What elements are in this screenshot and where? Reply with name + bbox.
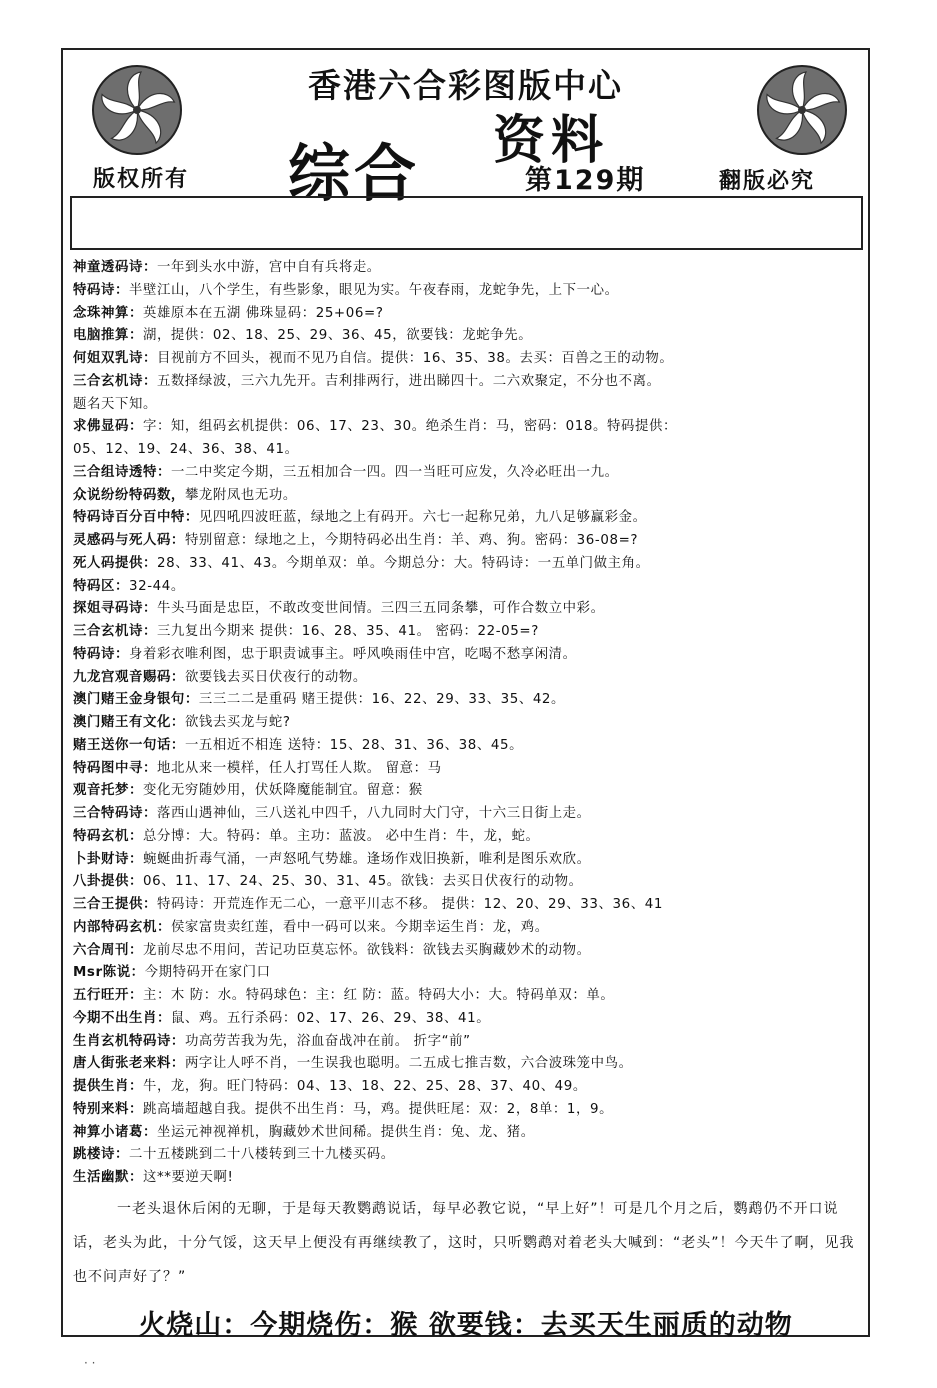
content-line <box>73 712 863 735</box>
content-line <box>73 1008 863 1031</box>
line-text: 欲要钱去买日伏夜行的动物。 <box>184 669 367 685</box>
line-text: 题名天下知。 <box>73 396 157 412</box>
content-line <box>73 667 863 690</box>
line-label: 三合组诗透特： <box>73 464 171 480</box>
line-label: 电脑推算： <box>73 328 143 344</box>
main-title-comprehensive: 综合 <box>288 137 421 210</box>
line-label: 念珠神算： <box>73 305 143 321</box>
line-label: 六合周刊： <box>73 942 143 958</box>
line-text: 落西山遇神仙，三八送礼中四千，八九同时大门守，十六三日街上走。 <box>156 806 591 821</box>
line-text: 蜿蜒曲折毒气涌，一声怒吼气势雄。逢场作戏旧换新，唯利是图乐欢欣。 <box>142 851 591 867</box>
line-label: 死人码提供： <box>73 555 157 571</box>
line-text: 牛头马面是忠臣，不敢改变世间情。三四三五同条攀，可作合数立中彩。 <box>156 601 605 617</box>
main-title-data: 资料 <box>493 110 610 171</box>
line-text: 06、11、17、24、25、30、31、45。欲钱：去买日伏夜行的动物。 <box>142 874 583 890</box>
line-text: 牛，龙，狗。旺门特码：04、13、18、22、25、28、37、40、49。 <box>142 1079 587 1094</box>
content-line <box>73 621 863 644</box>
content-line <box>73 849 863 872</box>
line-label: 三合王提供： <box>73 897 157 912</box>
line-label: 提供生肖： <box>73 1079 143 1094</box>
line-label: Msr陈说： <box>73 965 145 981</box>
content-line <box>73 1122 863 1145</box>
content-line <box>73 894 863 917</box>
line-label: 特码诗： <box>73 646 129 662</box>
content-line <box>73 780 863 803</box>
line-label: 三合玄机诗： <box>73 373 157 389</box>
line-text: 攀龙附凤也无功。 <box>184 487 297 503</box>
line-text: 半壁江山，八个学生，有些影象，眼见为实。午夜春雨，龙蛇争先，上下一心。 <box>128 282 619 298</box>
line-label: 内部特码玄机： <box>73 919 171 935</box>
line-label: 灵感码与死人码： <box>73 533 185 548</box>
content-line <box>73 576 863 599</box>
line-text: 鼠、鸡。五行杀码：02、17、26、29、38、41。 <box>170 1010 491 1026</box>
line-label: 澳门赌王金身银句： <box>73 692 199 708</box>
line-text: 总分博：大。特码：单。主功：蓝波。 必中生肖：牛，龙，蛇。 <box>142 828 540 844</box>
corner-marks: · · <box>84 1356 96 1370</box>
content-line <box>73 530 863 553</box>
line-label: 神童透码诗： <box>73 260 157 275</box>
header-title: 香港六合彩图版中心 <box>308 66 623 105</box>
line-text: 三三二二是重码 赌王提供：16、22、29、33、35、42。 <box>198 692 566 708</box>
line-text: 05、12、19、24、36、38、41。 <box>73 442 299 457</box>
content-line <box>73 1167 863 1190</box>
line-text: 目视前方不回头，视而不见乃自信。提供：16、35、38。去买：百兽之王的动物。 <box>156 351 674 366</box>
line-label: 观音托梦： <box>73 783 143 799</box>
content-line <box>73 439 863 462</box>
line-label: 特码玄机： <box>73 828 143 844</box>
line-label: 神算小诸葛： <box>73 1124 157 1140</box>
footer-banner: 火烧山：今期烧伤：猴 欲要钱：去买天生丽质的动物 <box>138 1310 793 1341</box>
line-label: 何姐双乳诗： <box>73 351 157 366</box>
content-line <box>73 257 863 280</box>
content-line <box>73 644 863 667</box>
page-frame <box>61 48 870 1341</box>
content-line <box>73 917 863 940</box>
content-line <box>73 1144 863 1167</box>
line-label: 特码区： <box>73 578 129 594</box>
line-label: 卜卦财诗： <box>73 851 143 867</box>
content-line <box>73 553 863 576</box>
content-line <box>73 394 863 417</box>
content-line <box>73 280 863 303</box>
line-label: 五行旺开： <box>73 988 143 1003</box>
line-label: 特码诗百分百中特： <box>73 510 199 526</box>
line-text: 功高劳苦我为先，浴血奋战冲在前。 折字“前” <box>184 1033 471 1049</box>
content-line <box>73 689 863 712</box>
story-text: 一老头退休后闲的无聊，于是每天教鹦鹉说话，每早必教它说，“早上好”！可是几个月之后，鹦鹉仍不开口说话，老头为此，十分气馁，这天早上便没有再继续教了，这时，只听鹦鹉对着老头大喊到：“老头”！今天牛了啊，见我也不问声好了？” <box>73 1201 855 1285</box>
line-text: 跳高墙超越自我。提供不出生肖：马，鸡。提供旺尾：双：2，8单：1，9。 <box>142 1101 614 1117</box>
line-label: 求佛显码： <box>73 419 143 435</box>
content-line <box>73 348 863 371</box>
line-text: 变化无穷随妙用，伏妖降魔能制宜。留意：猴 <box>142 783 423 799</box>
line-text: 一五相近不相连 送特：15、28、31、36、38、45。 <box>184 737 524 753</box>
issue-number: 第129期 <box>525 165 646 196</box>
content-line <box>73 1099 863 1122</box>
line-text: 28、33、41、43。今期单双：单。今期总分：大。特码诗：一五单门做主角。 <box>156 555 650 571</box>
line-label: 唐人街张老来料： <box>73 1056 185 1072</box>
content-line <box>73 485 863 508</box>
line-text: 英雄原本在五湖 佛珠显码：25+06=? <box>142 305 384 321</box>
line-text: 字：知，组码玄机提供：06、17、23、30。绝杀生肖：马，密码：018。特码提供： <box>142 419 677 435</box>
line-label: 特码诗： <box>73 282 129 298</box>
content-line <box>73 1076 863 1099</box>
line-label: 三合特码诗： <box>73 806 157 821</box>
line-text: 坐运元神视禅机，胸藏妙术世间稀。提供生肖：兔、龙、猪。 <box>156 1124 535 1140</box>
line-text: 湖，提供：02、18、25、29、36、45，欲要钱：龙蛇争先。 <box>142 328 533 344</box>
content-line <box>73 507 863 530</box>
line-text: 欲钱去买龙与蛇? <box>184 715 291 730</box>
content-line <box>73 962 863 985</box>
content-line <box>73 598 863 621</box>
line-text: 特码诗：开荒连作无二心，一意平川志不移。 提供：12、20、29、33、36、41 <box>156 897 663 912</box>
line-label: 探姐寻码诗： <box>73 601 157 617</box>
content-line <box>73 803 863 826</box>
content-line <box>73 735 863 758</box>
content-line <box>73 940 863 963</box>
content-line <box>73 1053 863 1076</box>
line-text: 身着彩衣唯利图，忠于职责诚事主。呼风唤雨佳中宫，吃喝不愁享闲清。 <box>128 646 577 662</box>
line-label: 八卦提供： <box>73 874 143 890</box>
content-line <box>73 871 863 894</box>
line-text: 三九复出今期来 提供：16、28、35、41。 密码：22-05=? <box>156 624 539 639</box>
line-text: 侯家富贵卖红莲，看中一码可以来。今期幸运生肖：龙，鸡。 <box>170 919 549 935</box>
line-text: 主：木 防：水。特码球色：主：红 防：蓝。特码大小：大。特码单双：单。 <box>142 988 615 1003</box>
content-line <box>73 758 863 781</box>
blank-banner-box <box>70 196 863 250</box>
content-line <box>73 826 863 849</box>
content-line <box>73 371 863 394</box>
line-label: 众说纷纷特码数， <box>73 487 185 503</box>
line-label: 特别来料： <box>73 1101 143 1117</box>
line-label: 特码图中寻： <box>73 760 157 776</box>
line-label: 跳楼诗： <box>73 1147 129 1163</box>
humor-story <box>73 1192 858 1294</box>
line-text: 这**要逆天啊! <box>142 1170 234 1185</box>
line-label: 今期不出生肖： <box>73 1010 171 1026</box>
line-text: 32-44。 <box>128 578 185 594</box>
copyright-left: 版权所有 <box>93 167 190 192</box>
line-text: 五数择绿波，三六九先开。吉利排两行，进出睇四十。二六欢聚定，不分也不离。 <box>156 373 661 389</box>
content-lines <box>73 257 863 1190</box>
line-label: 生活幽默： <box>73 1170 143 1185</box>
line-text: 一二中奖定今期，三五相加合一四。四一当旺可应发，久冷必旺出一九。 <box>170 464 619 480</box>
line-text: 龙前尽忠不用问，苦记功臣莫忘怀。欲钱料：欲钱去买胸藏妙术的动物。 <box>142 942 591 958</box>
line-text: 一年到头水中游，宫中自有兵将走。 <box>156 260 381 275</box>
line-text: 地北从来一模样，任人打骂任人欺。 留意：马 <box>156 760 442 776</box>
line-label: 九龙宫观音赐码： <box>73 669 185 685</box>
line-text: 今期特码开在家门口 <box>144 965 271 981</box>
content-line <box>73 985 863 1008</box>
line-text: 二十五楼跳到二十八楼转到三十九楼买码。 <box>128 1147 395 1163</box>
line-text: 特别留意：绿地之上，今期特码必出生肖：羊、鸡、狗。密码：36-08=? <box>184 533 639 548</box>
line-text: 两字让人呼不肖，一生误我也聪明。二五成七推吉数，六合波珠笼中鸟。 <box>184 1056 633 1072</box>
line-label: 生肖玄机特码诗： <box>73 1033 185 1049</box>
content-line <box>73 303 863 326</box>
copyright-right: 翻版必究 <box>719 169 816 194</box>
line-label: 澳门赌王有文化： <box>73 715 185 730</box>
line-label: 三合玄机诗： <box>73 624 157 639</box>
content-line <box>73 1031 863 1054</box>
content-line <box>73 462 863 485</box>
content-line <box>73 416 863 439</box>
line-text: 见四吼四波旺蓝，绿地之上有码开。六七一起称兄弟，九八足够赢彩金。 <box>198 510 647 526</box>
content-line <box>73 325 863 348</box>
line-label: 赌王送你一句话： <box>73 737 185 753</box>
